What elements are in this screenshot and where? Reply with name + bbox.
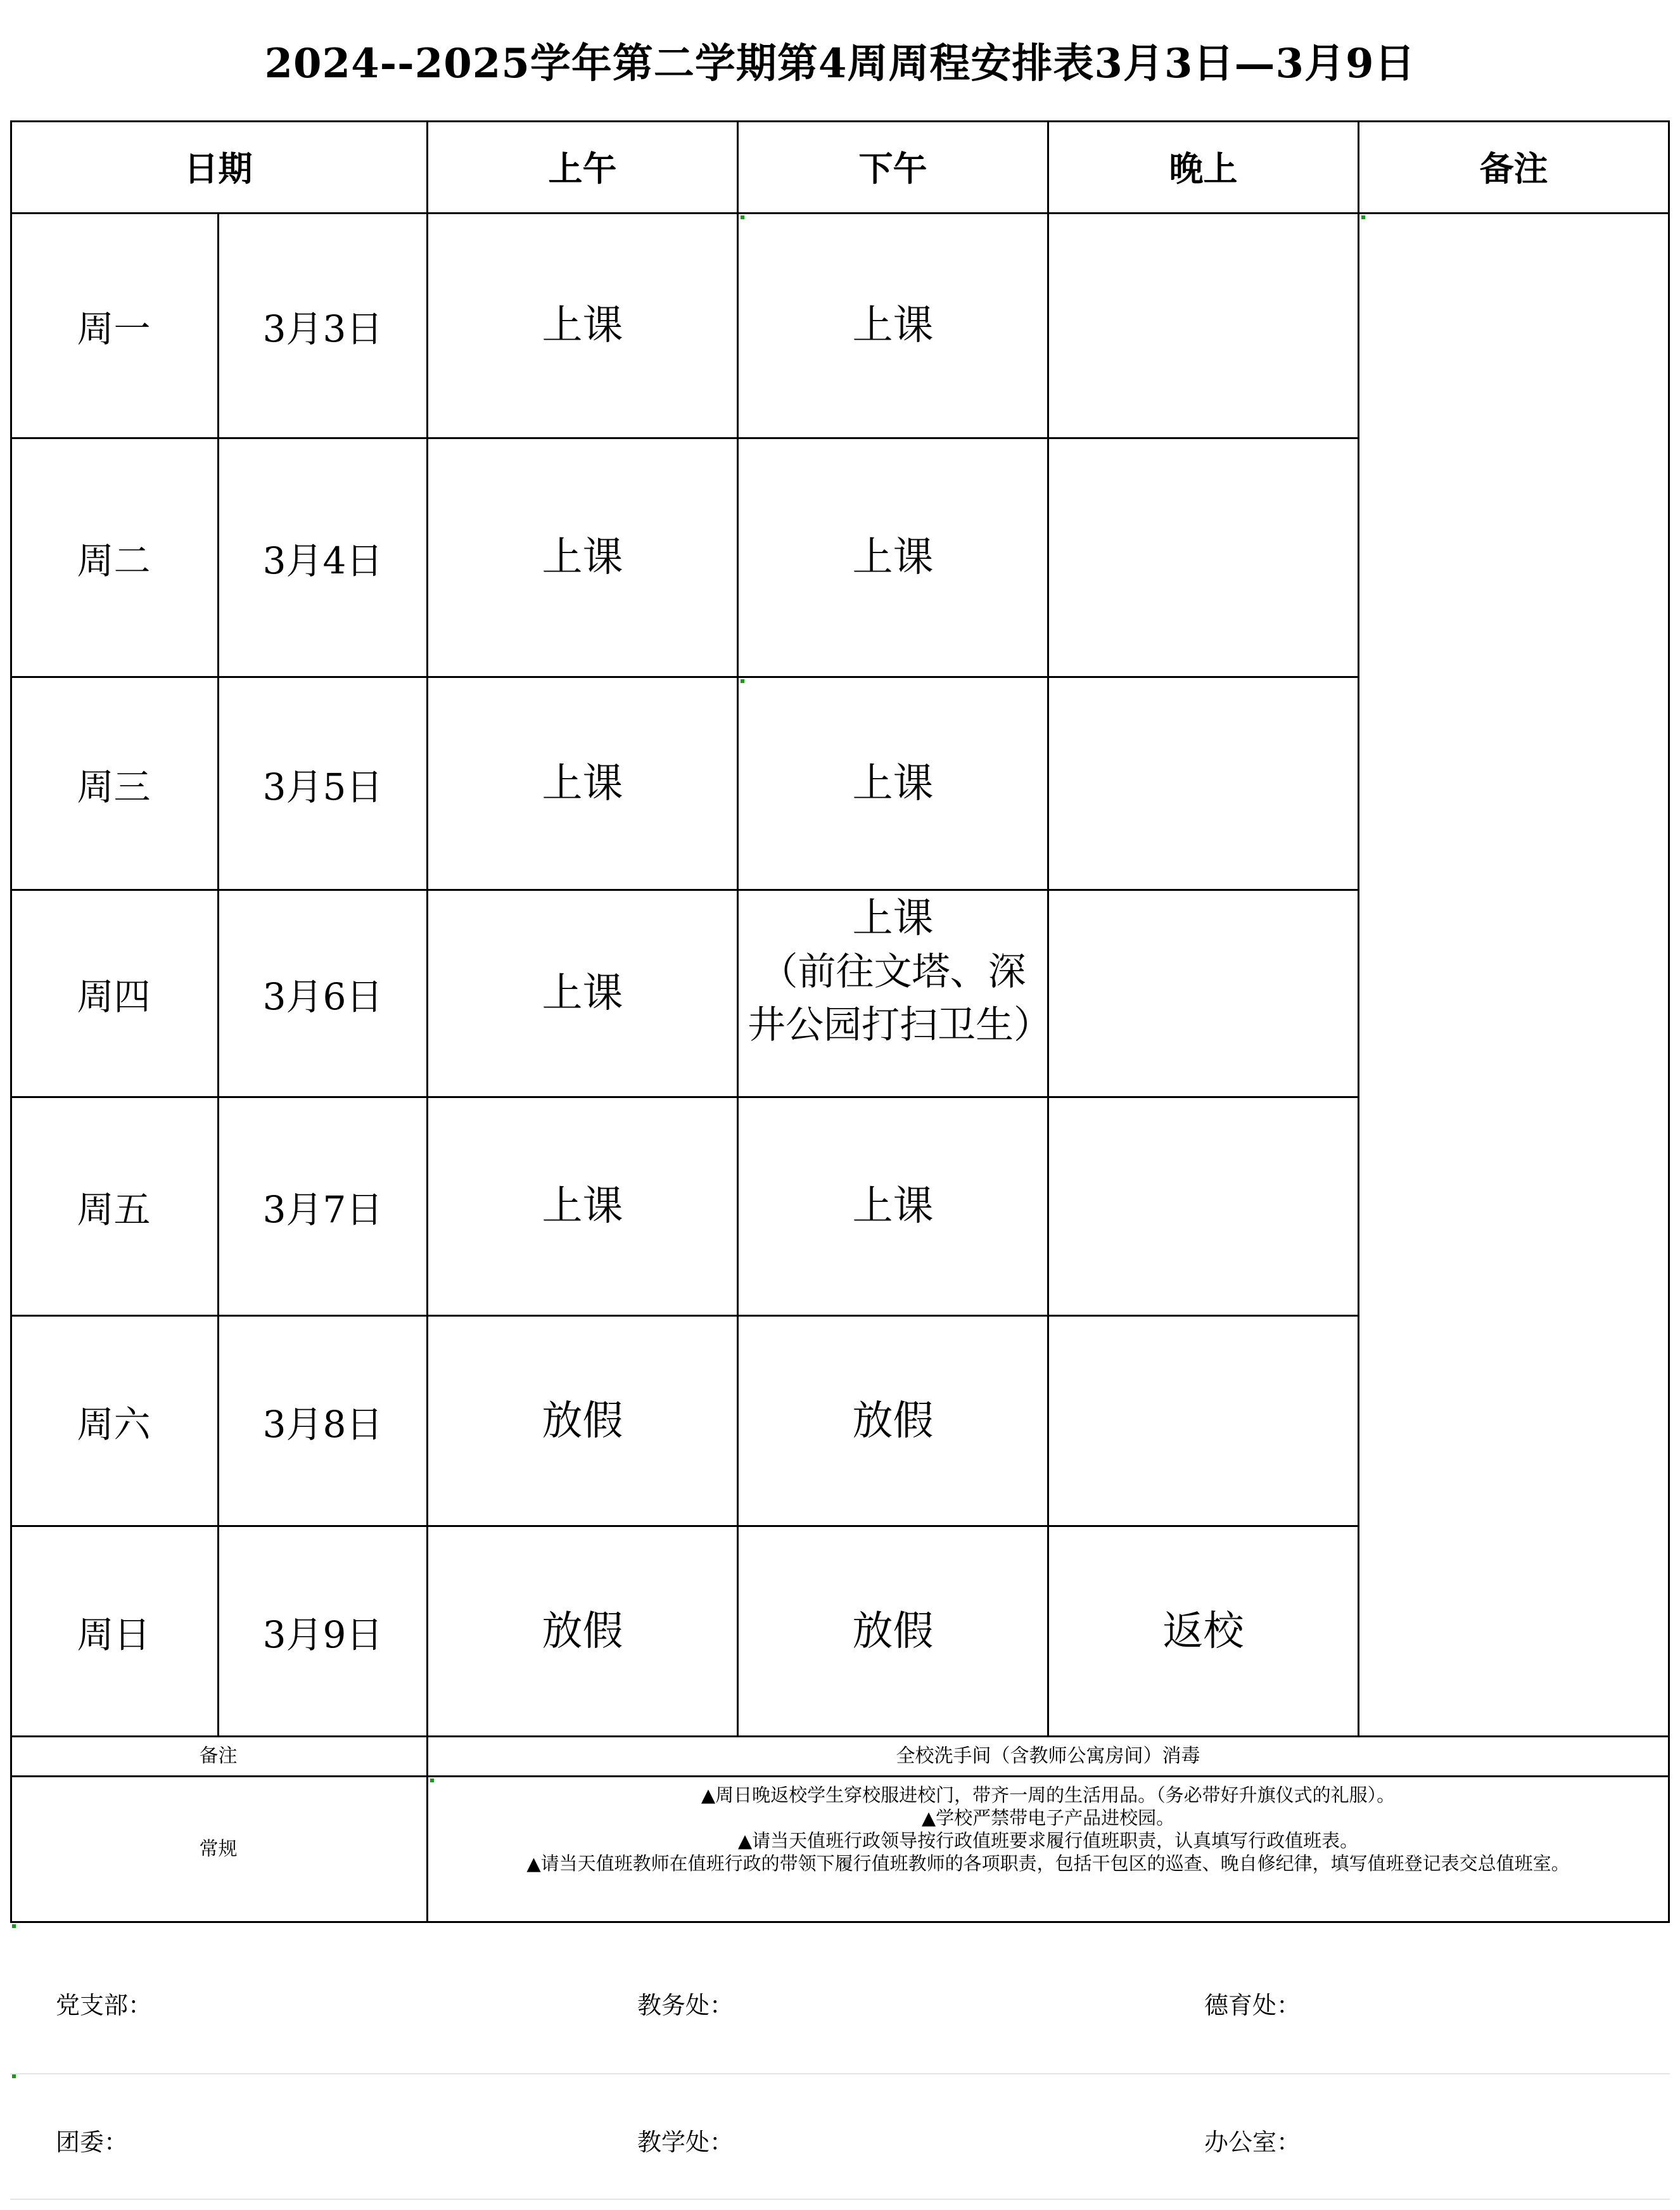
header-afternoon: 下午	[739, 120, 1049, 214]
signature-party: 党支部：	[56, 1991, 153, 2019]
evening-cell	[1049, 214, 1359, 439]
morning-cell: 上课	[428, 891, 739, 1098]
cell-marker	[1361, 215, 1365, 219]
date-cell: 3月9日	[219, 1527, 428, 1737]
bottom-divider	[10, 2199, 1670, 2200]
evening-cell	[1049, 678, 1359, 891]
morning-cell: 上课	[428, 439, 739, 678]
date-cell: 3月7日	[219, 1098, 428, 1317]
afternoon-cell: 上课	[739, 1098, 1049, 1317]
morning-cell: 上课	[428, 678, 739, 891]
evening-cell	[1049, 1317, 1359, 1527]
afternoon-cell: 放假	[739, 1527, 1049, 1737]
routine-item: ▲学校严禁带电子产品进校园。	[921, 1807, 1175, 1829]
weekday-cell: 周六	[10, 1317, 219, 1527]
cell-marker	[430, 1779, 434, 1782]
morning-cell: 放假	[428, 1317, 739, 1527]
header-date: 日期	[10, 120, 428, 214]
evening-cell	[1049, 891, 1359, 1098]
evening-cell	[1049, 439, 1359, 678]
date-cell: 3月4日	[219, 439, 428, 678]
signature-academic: 教务处：	[637, 1991, 734, 2019]
routine-item: ▲请当天值班行政领导按行政值班要求履行值班职责，认真填写行政值班表。	[737, 1830, 1359, 1851]
routine-item: ▲请当天值班教师在值班行政的带领下履行值班教师的各项职责，包括干包区的巡查、晚自修纪律，填写值班登记表交总值班室。	[526, 1853, 1570, 1874]
header-evening: 晚上	[1049, 120, 1359, 214]
afternoon-activity-note: （前往文塔、深井公园打扫卫生）	[748, 950, 1052, 1047]
header-morning: 上午	[428, 120, 739, 214]
date-cell: 3月6日	[219, 891, 428, 1098]
cell-marker	[12, 2074, 16, 2078]
evening-cell	[1049, 1098, 1359, 1317]
afternoon-cell: 上课	[739, 678, 1049, 891]
header-notes: 备注	[1359, 120, 1670, 214]
afternoon-cell: 上课	[739, 214, 1049, 439]
morning-cell: 上课	[428, 214, 739, 439]
routine-list	[428, 1777, 1670, 1923]
date-cell: 3月8日	[219, 1317, 428, 1527]
morning-cell: 放假	[428, 1527, 739, 1737]
notes-column	[1359, 214, 1670, 1737]
afternoon-cell: 上课	[739, 439, 1049, 678]
cell-marker	[741, 679, 744, 683]
routine-item: ▲周日晚返校学生穿校服进校门，带齐一周的生活用品。（务必带好升旗仪式的礼服）。	[701, 1784, 1396, 1806]
signature-teaching: 教学处：	[637, 2128, 734, 2156]
cell-marker	[741, 215, 744, 219]
afternoon-cell: 放假	[739, 1317, 1049, 1527]
weekday-cell: 周四	[10, 891, 219, 1098]
signature-moral: 德育处：	[1204, 1991, 1301, 2019]
date-cell: 3月3日	[219, 214, 428, 439]
weekday-cell: 周五	[10, 1098, 219, 1317]
page-title: 2024--2025学年第二学期第4周周程安排表3月3日—3月9日	[264, 40, 1416, 87]
afternoon-cell	[739, 891, 1052, 1098]
weekday-cell: 周一	[10, 214, 219, 439]
signature-divider	[10, 2073, 1670, 2074]
evening-cell: 返校	[1049, 1527, 1359, 1737]
afternoon-activity: 上课	[852, 895, 934, 942]
schedule-sheet	[10, 0, 1670, 2210]
weekday-cell: 周日	[10, 1527, 219, 1737]
date-cell: 3月5日	[219, 678, 428, 891]
signature-office: 办公室：	[1204, 2128, 1301, 2156]
routine-label: 常规	[10, 1777, 428, 1923]
weekday-cell: 周三	[10, 678, 219, 891]
remarks-text: 全校洗手间（含教师公寓房间）消毒	[428, 1737, 1670, 1777]
cell-marker	[12, 1924, 16, 1928]
morning-cell: 上课	[428, 1098, 739, 1317]
remarks-label: 备注	[10, 1737, 428, 1777]
weekday-cell: 周二	[10, 439, 219, 678]
signature-league: 团委：	[56, 2128, 129, 2156]
